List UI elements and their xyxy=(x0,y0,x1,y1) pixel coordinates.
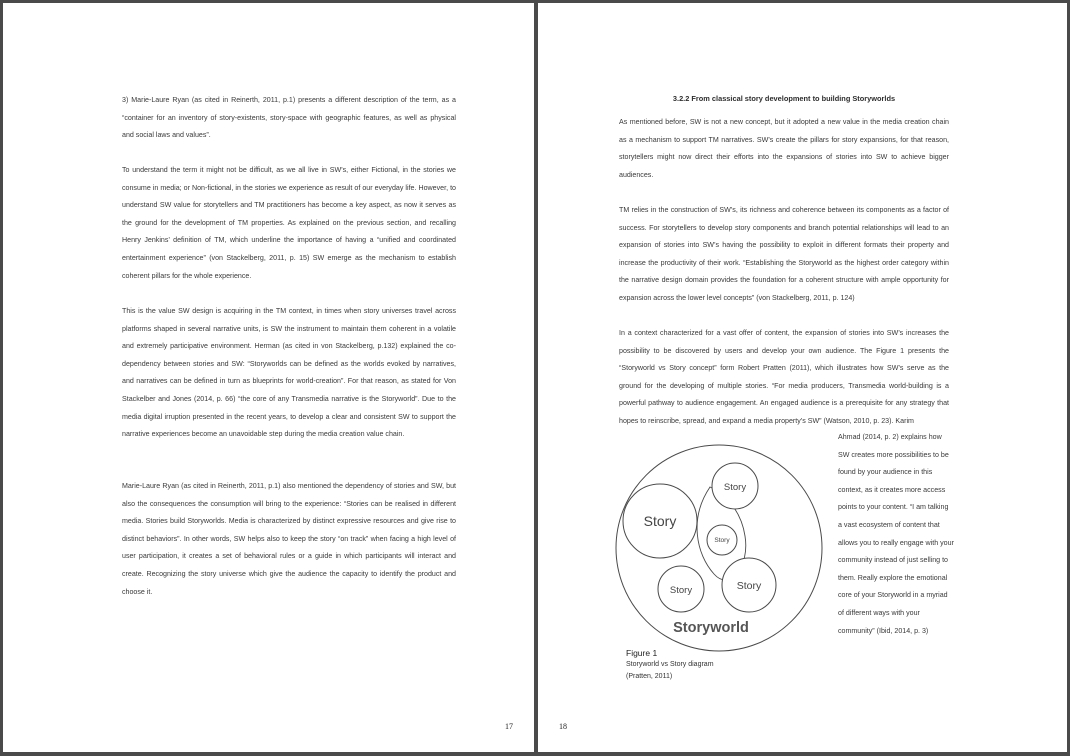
left-paragraph-2: To understand the term it might not be difficult, as we all live in SW’s, either Fictional, in the stories we consume in media; or Non-fictional, in the stories we experience as result of our everyday life. However, to understand SW value for storytellers and TM practitioners has become a key aspect, as now it serves as the ground for the development of TM properties. As explained on the previous section, and recalling Henry Jenkins’ definition of TM, which underline the importance of having a “unified and coordinated entertainment experience” (von Stackelberg, 2011, p. 15) SW emerge as the mechanism to establish coherent pillars for the whole experience. xyxy=(122,166,456,280)
figure-caption xyxy=(626,647,714,683)
left-paragraph-1: 3) Marie-Laure Ryan (as cited in Reinerth, 2011, p.1) presents a different description of the term, as a “container for an inventory of story-existents, story-space with geographic features, as well as physical and social laws and values”. xyxy=(122,96,456,140)
story-label-top: Story xyxy=(723,482,747,493)
page-number-left: 17 xyxy=(505,722,513,731)
figure-title: Figure 1 xyxy=(626,648,658,658)
story-label-large: Story xyxy=(643,513,677,529)
figure-caption-line-1: Storyworld vs Story diagram xyxy=(626,661,714,668)
storyworld-label: Storyworld xyxy=(673,620,749,636)
right-paragraph-2: TM relies in the construction of SW’s, its richness and coherence between its components as a factor of success. For storytellers to develop story components and branch potential relationships will lead to an expansion of stories into SW’s having the possibility to exploit in different formats their property and increase the productivity of their work. “Establishing the Storyworld as the highest order category within the narrative design domain provides the foundation for a coherent structure with ample opportunity for expansion across the lower level concepts” (von Stackelberg, 2011, p. 124) xyxy=(619,206,949,302)
section-heading: 3.2.2 From classical story development to building Storyworlds xyxy=(672,94,896,103)
left-page xyxy=(3,3,534,752)
left-paragraph-4: Marie-Laure Ryan (as cited in Reinerth, 2011, p.1) also mentioned the dependency of stories and SW, but also the consequences the consumption will bring to the experience: “Stories can be realised in different media. Stories build Storyworlds. Media is characterized by distinct expressive resources and give rise to distinct behaviors”. In other words, SW helps also to keep the story “on track” when facing a high level of user participation, it creates a set of behavioral rules or a guide in which participants will interact and create. Recognizing the story universe which give the audience the capacity to identify the product and choose it. xyxy=(122,482,456,596)
story-label-bottom-right: Story xyxy=(736,580,762,592)
left-paragraph-3: This is the value SW design is acquiring in the TM context, in times when story universes travel across platforms shaped in several narrative units, is SW the instrument to maintain them coherent in a volatile and extremely participative environment. Herman (as cited in von Stackelberg, p.132) explained the co-dependency between stories and SW: “Storyworlds can be defined as the worlds evoked by narratives, and narratives can be defined in turn as blueprints for world-creation”. For that reason, as stated for Von Stackelber and Jones (2014, p. 66) “the core of any Transmedia narrative is the Storyworld”. Due to the media digital irruption presented in the recent years, to develop a clear and consistent SW to support the narrative experiences become an unavoidable step during the media creation value chain. xyxy=(122,307,456,439)
story-label-bottom-left: Story xyxy=(669,585,693,596)
right-page xyxy=(538,3,1067,752)
right-paragraph-3: In a context characterized for a vast offer of content, the expansion of stories into SW’s increases the possibility to be discovered by users and develop your own audience. The Figure 1 presents the “Storyworld vs Story concept” form Robert Pratten (2011), which illustrates how SW’s serve as the ground for the developing of multiple stories. “For media producers, Transmedia world-building is a powerful pathway to audience engagement. An engaged audience is a prerequisite for any strategy that hopes to reinscribe, spread, and expand a media property’s SW” (Watson, 2010, p. 23). Karim xyxy=(619,329,949,425)
right-paragraph-1: As mentioned before, SW is not a new concept, but it adopted a new value in the media creation chain as a mechanism to support TM narratives. SW’s create the pillars for story expansions, for that reason, storytellers might now direct their efforts into the expansions of stories into SW to achieve bigger audiences. xyxy=(619,118,949,179)
storyworld-diagram xyxy=(604,444,835,652)
side-paragraph: Ahmad (2014, p. 2) explains how SW creates more possibilities to be found by your audience in this context, as it creates more access points to your content. “I am talking a vast ecosystem of content that allows you to really engage with your community instead of just selling to them. Really explore the emotional core of your Storyworld in a myriad of different ways with your community” (Ibid, 2014, p. 3) xyxy=(838,433,954,635)
figure-caption-line-2: (Pratten, 2011) xyxy=(626,673,673,680)
story-label-small: Story xyxy=(714,537,730,544)
page-number-right: 18 xyxy=(559,722,567,731)
